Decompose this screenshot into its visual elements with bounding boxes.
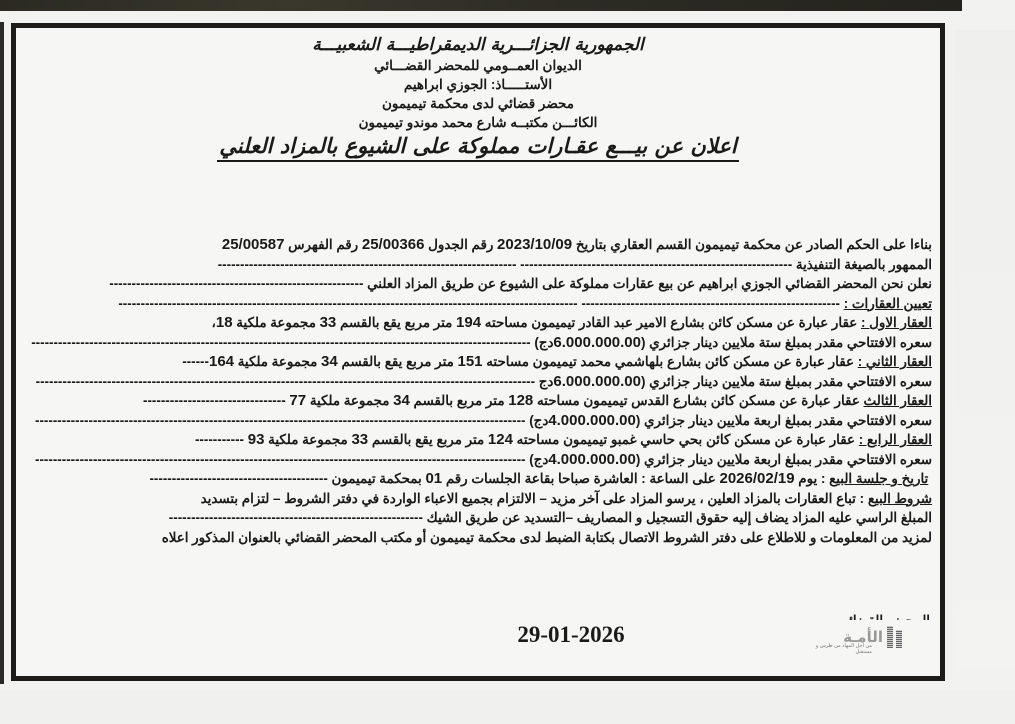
property-section: 34 — [321, 353, 338, 370]
opening-price: 4.000.000.00 — [548, 450, 636, 468]
property-area: 194 — [456, 314, 482, 331]
notice-body — [18, 235, 932, 547]
properties-heading-line — [18, 294, 932, 314]
property-desc-end: ----------- — [194, 432, 248, 447]
property-desc-end: -------------------------------- — [142, 393, 290, 408]
auction-notice-box — [11, 23, 945, 681]
bailiff-name: الأستـــــاذ: الجوزي ابراهيم — [403, 77, 553, 92]
property-label: العقار الثالث — [863, 393, 932, 408]
property-label: العقار الثاني : — [857, 354, 932, 369]
office-line: الديوان العمــومي للمحضر القضـــائي — [374, 58, 582, 73]
preamble-line-2: الممهور بالصيغة التنفيذية ------------------------------------------------------------- ------------------------------------------------------------------- — [217, 256, 932, 272]
price-text: سعره الافتتاحي مقدر بمبلغ ستة ملايين دينار جزائري ( — [641, 373, 932, 389]
property-desc: متر مربع يقع بالقسم — [337, 354, 458, 369]
property-desc: متر مربع بالقسم — [409, 393, 509, 408]
newspaper-name: الأمـة — [843, 628, 883, 646]
property-section: 33 — [319, 314, 337, 331]
property-4-description — [18, 430, 932, 450]
opening-price: 6.000.000.00 — [553, 372, 641, 390]
roll-label: رقم الجدول — [424, 237, 498, 252]
property-section: 33 — [351, 431, 369, 448]
newspaper-tagline: من أجل المهاد من طرس و مستقبل — [815, 643, 872, 655]
property-desc: مجموعة ملكية — [264, 432, 352, 447]
property-ownership-group: 18 — [215, 314, 233, 331]
sale-session-text: على الساعة : العاشرة صباحا بقاعة الجلسات رقم — [442, 471, 720, 486]
adjacent-page-margin — [955, 30, 1015, 670]
price-text: سعره الافتتاحي مقدر بمبلغ اربعة ملايين دينار جزائري ( — [635, 451, 932, 467]
publication-date: 29-01-2026 — [495, 620, 647, 656]
top-dark-band — [0, 0, 962, 11]
preamble-line-3: نعلن نحن المحضر القضائي الجوزي ابراهيم عن بيع عقارات مملوكة على الشيوع عن طريق المزاد العلني --------------------------------------------------------- — [109, 276, 932, 291]
roll-number: 25/00366 — [361, 236, 425, 253]
office-address: الكائـــن مكتبــه شارع محمد موندو تيميمون — [358, 115, 598, 130]
opening-price: 6.000.000.00 — [553, 333, 641, 351]
property-desc: متر مربع يقع بالقسم — [368, 432, 488, 447]
property-ownership-group: 77 — [289, 392, 307, 409]
property-2-description — [18, 352, 932, 372]
judgment-date: 2023/10/09 — [497, 236, 573, 253]
property-area: 151 — [457, 353, 483, 370]
property-desc: متر مربع يقع بالقسم — [336, 315, 457, 330]
property-2-price — [18, 372, 932, 392]
preamble-text: بناءا على الحكم الصادر عن محكمة تيميمون القسم العقاري بتاريخ — [572, 237, 932, 252]
price-text: سعره الافتتاحي مقدر بمبلغ اربعة ملايين دينار جزائري ( — [635, 412, 932, 428]
hearing-room-number: 01 — [425, 470, 443, 487]
property-desc-end: ------ — [182, 354, 209, 369]
newspaper-logo — [812, 622, 902, 655]
price-end: دج) -------------------------------------------------------------------------------------------------------------- — [34, 412, 549, 428]
property-label: العقار الرابع : — [858, 432, 932, 447]
price-end: دج) -------------------------------------------------------------------------------------------------------------- — [34, 451, 549, 467]
dash-filler: ---------------------------------------------------------- ------------------------------------------------------------------------------------------------------- — [118, 295, 844, 311]
sale-session-text: : يوم — [794, 471, 830, 486]
page-bottom-margin — [0, 690, 1015, 724]
price-end: دج ---------------------------------------------------------------------------------------------------------------- — [35, 373, 554, 389]
opening-price: 4.000.000.00 — [548, 411, 636, 429]
index-label: رقم الفهرس — [284, 237, 362, 252]
property-desc: مجموعة ملكية — [232, 315, 320, 330]
notice-title: اعلان عن بيـــع عقـارات مملوكة على الشيوع بالمزاد العلني — [217, 133, 738, 162]
conditions-label: شروط البيع — [867, 490, 932, 506]
property-4-price — [18, 450, 932, 470]
sale-session-text: بمحكمة تيميمون ---------------------------------------- — [149, 471, 426, 486]
property-desc-end: ، — [211, 315, 216, 330]
property-1-price — [18, 333, 932, 353]
conditions-line-2: المبلغ الراسي عليه المزاد يضاف إليه حقوق التسجيل و المصاريف –التسديد عن طريق الشيك --------------------------------------------------------- — [168, 510, 932, 525]
conditions-line-1 — [18, 489, 932, 509]
sale-date: 2026/02/19 — [719, 470, 795, 487]
logo-mark-icon — [887, 626, 902, 648]
property-desc: عقار عبارة عن مسكن كائن بحي حاسي غمبو تيميمون مساحته — [512, 432, 859, 447]
property-desc: عقار عبارة عن مسكن كائن بشارع الامير عبد القادر تيميمون مساحته — [481, 315, 861, 330]
property-desc: عقار عبارة عن مسكن كائن بشارع بلهاشمي محمد تيميمون مساحته — [482, 354, 858, 369]
property-desc: مجموعة ملكية — [306, 393, 394, 408]
property-section: 34 — [393, 392, 410, 409]
sale-session-label: تاريخ و جلسة البيع — [829, 471, 929, 486]
conditions-text: : تباع العقارات بالمزاد العلين ، يرسو المزاد على آخر مزيد – الالتزام بجميع الاعباء الواردة في دفتر الشروط – لتزام بتسديد — [200, 490, 868, 506]
property-3-price — [18, 411, 932, 431]
properties-heading: تعيين العقارات : — [843, 295, 932, 311]
conditions-line-3: لمزيد من المعلومات و للاطلاع على دفتر الشروط الاتصال بكتابة الضبط لدى محكمة تيميمون أو مكتب المحضر القضائي بالعنوان المذكور اعلاه — [161, 529, 932, 545]
property-desc: عقار عبارة عن مسكن كائن بشارع القدس تيميمون مساحته — [533, 393, 864, 408]
property-ownership-group: 93 — [247, 431, 265, 448]
index-number: 25/00587 — [221, 236, 285, 253]
adjacent-column-border — [0, 22, 4, 684]
sale-session-line — [18, 469, 932, 489]
notice-header — [16, 34, 940, 162]
property-area: 124 — [487, 431, 513, 448]
property-ownership-group: 164 — [208, 353, 235, 370]
bailiff-role: محضر قضائي لدى محكمة تيميمون — [382, 96, 574, 111]
price-end: دج) ---------------------------------------------------------------------------------------------------------------- — [31, 334, 554, 350]
property-desc: مجموعة ملكية — [234, 354, 322, 369]
republic-heading: الجمهورية الجزائـــرية الديمقراطيـــة الشعبيـــة — [312, 35, 644, 55]
preamble-line-1 — [18, 235, 932, 255]
property-label: العقار الاول : — [860, 315, 932, 330]
property-3-description — [18, 391, 932, 411]
property-1-description — [18, 313, 932, 333]
price-text: سعره الافتتاحي مقدر بمبلغ ستة ملايين دينار جزائري ( — [641, 334, 932, 350]
property-area: 128 — [508, 392, 534, 409]
